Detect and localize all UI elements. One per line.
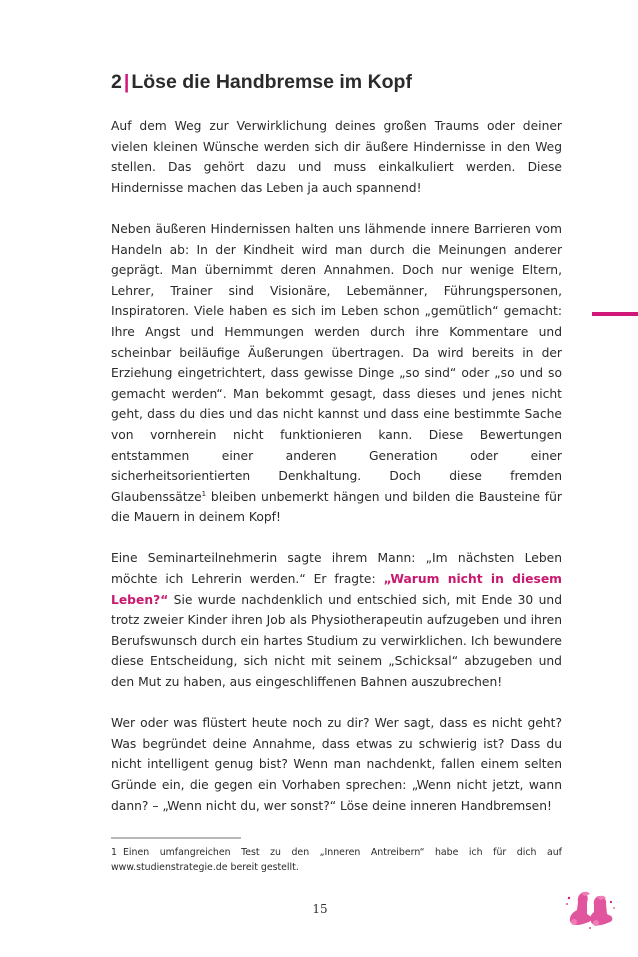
paragraph-4: Wer oder was flüstert heute noch zu dir? Wer sagt, dass es nicht geht? Was begründet deine Annahme, dass etwas zu schwierig ist? Dass du nicht intelligent genug bist? Wenn man nachdenkt, fallen einem selten Gründe ein, die gegen ein Vorhaben sprechen: „Wenn nicht jetzt, wann dann? – „Wenn nicht du, wer sonst?“ Löse deine inneren Handbremsen!: [111, 716, 562, 813]
paragraph-2: [111, 219, 562, 528]
paragraph-2-text-end: bleiben unbemerkt hängen und bilden die Bausteine für die Mauern in deinem Kopf!: [111, 489, 562, 525]
paragraph-3: [111, 548, 562, 692]
chapter-side-marker: [592, 312, 638, 316]
heading-separator: |: [123, 71, 130, 93]
paragraph-2-text: Neben äußeren Hindernissen halten uns lähmende innere Barrieren vom Handeln ab: In der Kindheit wird man durch die Meinungen anderer geprägt. Man übernimmt deren Annahmen. Doch nur wenige Eltern, Lehrer, Trainer sind Visionäre, Lebemänner, Führungspersonen, Inspiratoren. Viele haben es sich im Leben schon „gemütlich“ gemacht: Ihre Angst und Hemmungen werden durch ihre Kommentare und scheinbar beiläufige Äußerungen übertragen. Da wird bereits in der Erziehung eingetrichtert, dass gewisse Dinge „so sind“ oder „so und so gemacht werden“. Man bekommt gesagt, dass dieses und jenes nicht geht, dass du dies und das nicht kannst und dass eine bestimmte Sache von vornherein nicht funktionieren kann. Diese Bewertungen entstammen einer anderen Generation oder einer sicherheitsorientierten Denkhaltung. Doch diese fremden Glaubenssätze: [111, 221, 562, 504]
paragraph-3-text: Eine Seminarteilnehmerin sagte ihrem Mann: „Im nächsten Leben möchte ich Lehrerin werden.“ Er fragte:: [111, 551, 562, 587]
pink-boots-logo-icon: [563, 888, 617, 930]
highlighted-question: „Warum nicht in diesem Leben?“: [111, 572, 562, 607]
body-text: [111, 116, 562, 837]
footnote-text: Einen umfangreichen Test zu den „Inneren Antreibern“ habe ich für dich auf www.studienstrategie.de bereit gestellt.: [111, 847, 562, 873]
chapter-number: 2: [111, 71, 122, 93]
chapter-title: Löse die Handbremse im Kopf: [131, 71, 412, 93]
footnote-reference[interactable]: 1: [201, 489, 207, 498]
page-number: 15: [312, 902, 328, 916]
paragraph-3-text-end: Sie wurde nachdenklich und entschied sich, mit Ende 30 und trotz zweier Kinder ihren Job als Physiotherapeutin aufzugeben und ihren Berufswunsch durch ein hartes Studium zu verwirklichen. Ich bewundere diese Entscheidung, sich nicht mit seinem „Schicksal“ abzugeben und den Mut zu haben, aus eingeschliffenen Bahnen auszubrechen!: [111, 592, 562, 690]
footnote-divider: [111, 837, 241, 839]
footnote-number: 1: [111, 847, 117, 858]
footnote: [111, 845, 562, 875]
paragraph-1: Auf dem Weg zur Verwirklichung deines großen Traums oder deiner vielen kleinen Wünsche werden sich dir äußere Hindernisse in den Weg stellen. Das gehört dazu und muss einkalkuliert werden. Diese Hindernisse machen das Leben ja auch spannend!: [111, 119, 562, 195]
chapter-heading: [111, 71, 571, 94]
